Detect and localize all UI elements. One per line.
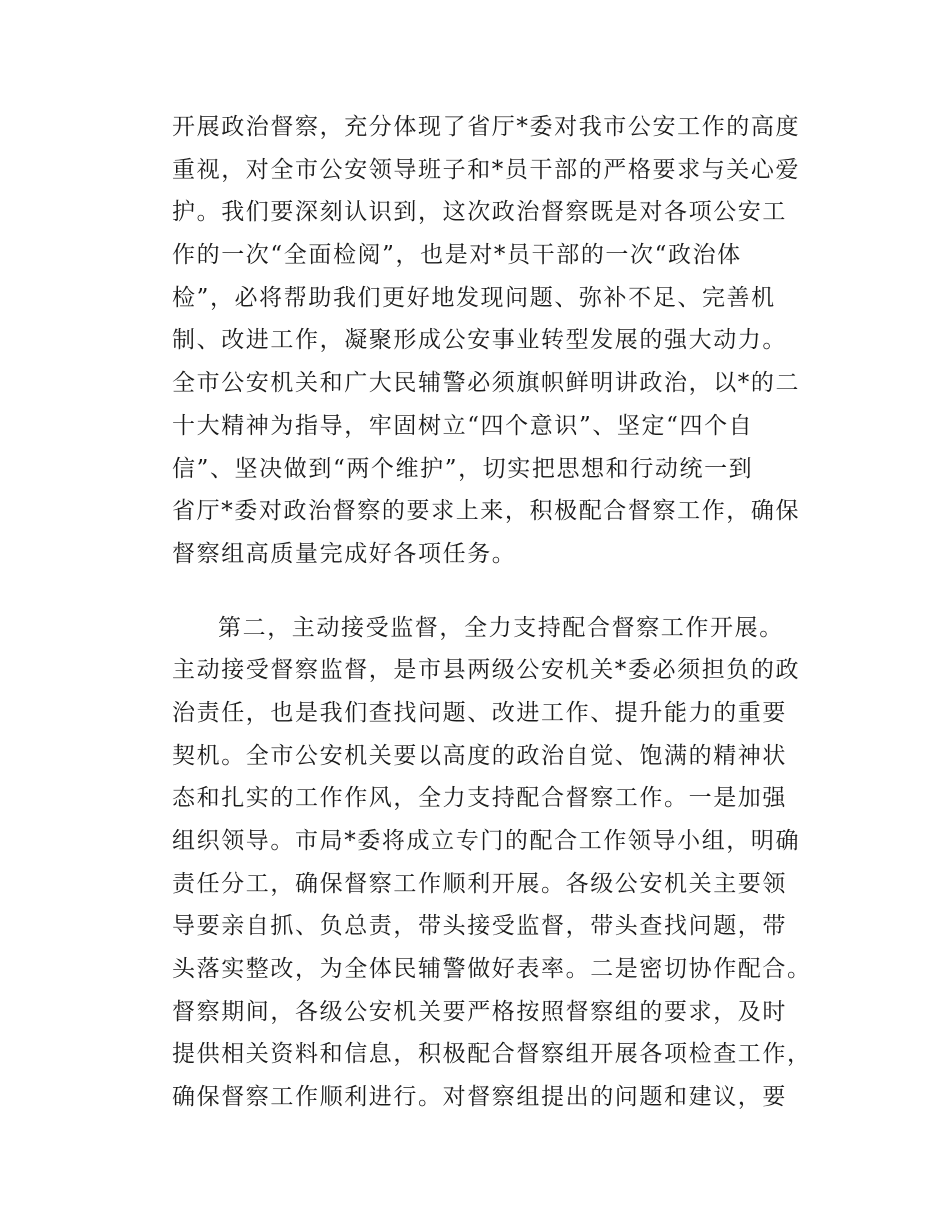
text-line: 态和扎实的工作作风，全力支持配合督察工作。一是加强: [172, 785, 787, 812]
text-line: 提供相关资料和信息，积极配合督察组开展各项检查工作，: [172, 1041, 812, 1068]
document-body: [172, 106, 812, 1119]
text-line: 十大精神为指导，牢固树立“四个意识”、坚定“四个自: [172, 412, 754, 439]
text-line: 开展政治督察，充分体现了省厅*委对我市公安工作的高度: [172, 114, 801, 140]
paragraph-2: [172, 607, 812, 1119]
paragraph-1: [172, 106, 812, 576]
text-line: 省厅*委对政治督察的要求上来，积极配合督察工作，确保: [172, 498, 801, 525]
text-line: 督察期间，各级公安机关要严格按照督察组的要求，及时: [172, 998, 787, 1025]
text-line: 护。我们要深刻认识到，这次政治督察既是对各项公安工: [172, 199, 787, 226]
text-line: 检”，必将帮助我们更好地发现问题、弥补不足、完善机: [172, 284, 776, 311]
text-line: 契机。全市公安机关要以高度的政治自觉、饱满的精神状: [172, 742, 787, 769]
text-line: 全市公安机关和广大民辅警必须旗帜鲜明讲政治，以*的二: [172, 370, 801, 397]
text-line: 头落实整改，为全体民辅警做好表率。二是密切协作配合。: [172, 956, 812, 983]
paragraph-heading-line: 第二，主动接受监督，全力支持配合督察工作开展。: [218, 614, 784, 641]
text-line: 责任分工，确保督察工作顺利开展。各级公安机关主要领: [172, 870, 787, 897]
text-line: 治责任，也是我们查找问题、改进工作、提升能力的重要: [172, 699, 787, 726]
text-line: 主动接受督察监督，是市县两级公安机关*委必须担负的政: [172, 657, 801, 684]
text-line: 组织领导。市局*委将成立专门的配合工作领导小组，明确: [172, 828, 801, 854]
text-line: 确保督察工作顺利进行。对督察组提出的问题和建议，要: [172, 1084, 787, 1111]
text-line: 作的一次“全面检阅”，也是对*员干部的一次“政治体: [172, 242, 742, 269]
text-line: 督察组高质量完成好各项任务。: [172, 540, 517, 567]
text-line: 导要亲自抓、负总责，带头接受监督，带头查找问题，带: [172, 913, 787, 940]
text-line: 重视，对全市公安领导班子和*员干部的严格要求与关心爱: [172, 156, 801, 183]
text-line: 信”、坚决做到“两个维护”，切实把思想和行动统一到: [172, 455, 754, 482]
text-line: 制、改进工作，凝聚形成公安事业转型发展的强大动力。: [172, 327, 787, 354]
paragraph-spacer: [172, 576, 812, 607]
